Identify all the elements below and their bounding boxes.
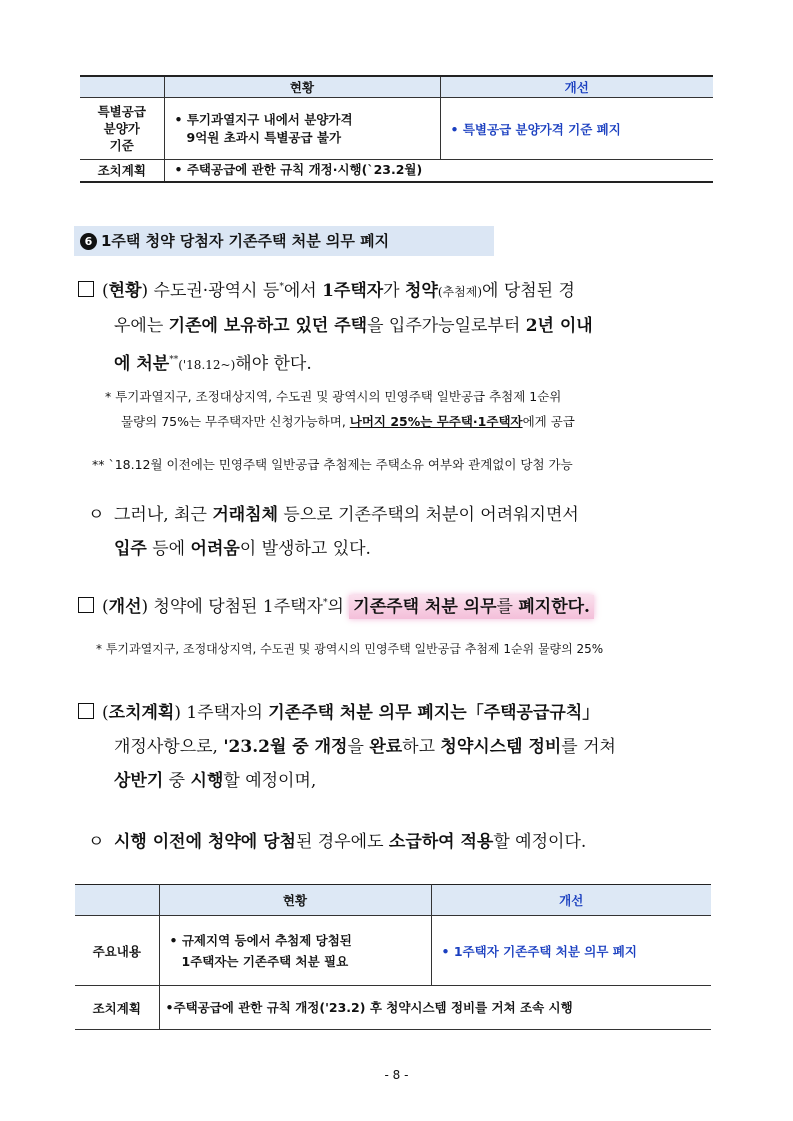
header-current: 현황	[159, 885, 431, 916]
current-cell: • 규제지역 등에서 추첨제 당첨된 1주택자는 기존주택 처분 필요	[159, 916, 431, 986]
plan-cell: • 주택공급에 관한 규칙 개정·시행(`23.2월)	[164, 160, 713, 182]
table-header-row	[75, 885, 711, 916]
checkbox-square-icon	[78, 703, 94, 719]
row-label: 주요내용	[75, 916, 159, 986]
highlighted-text: 기존주택 처분 의무를 폐지한다.	[349, 595, 594, 619]
header-current: 현황	[164, 76, 440, 98]
improvement-paragraph: (개선) 청약에 당첨된 1주택자*의 기존주택 처분 의무를 폐지한다.	[78, 586, 728, 624]
row-label: 조치계획	[80, 160, 164, 182]
retroactive-paragraph: ㅇ 시행 이전에 청약에 당첨된 경우에도 소급하여 적용할 예정이다.	[88, 825, 728, 859]
bullet-circle-icon: ㅇ	[88, 832, 105, 852]
checkbox-square-icon	[78, 281, 94, 297]
table-row	[80, 160, 713, 182]
section-title: 1주택 청약 당첨자 기존주택 처분 의무 폐지	[101, 232, 390, 250]
number-circle-icon: 6	[80, 233, 97, 250]
footnote-1: * 투기과열지구, 조정대상지역, 수도권 및 광역시의 민영주택 일반공급 추첨제 1순위 물량의 75%는 무주택자만 신청가능하며, 나머지 25%는 무주택·1주택자에게 공급	[105, 389, 575, 429]
current-cell: • 투기과열지구 내에서 분양가격 9억원 초과시 특별공급 불가	[164, 98, 440, 160]
footnote-3: * 투기과열지구, 조정대상지역, 수도권 및 광역시의 민영주택 일반공급 추첨제 1순위 물량의 25%	[96, 642, 604, 656]
row-label: 조치계획	[75, 986, 159, 1030]
row-label: 특별공급 분양가 기준	[80, 98, 164, 160]
status-improvement-table-1	[80, 75, 713, 183]
table-row	[75, 916, 711, 986]
table-row	[75, 986, 711, 1030]
header-improve: 개선	[431, 885, 711, 916]
improve-cell: • 1주택자 기존주택 처분 의무 폐지	[431, 916, 711, 986]
plan-cell: •주택공급에 관한 규칙 개정('23.2) 후 청약시스템 정비를 거쳐 조속 시행	[159, 986, 711, 1030]
footnote-2: ** `18.12월 이전에는 민영주택 일반공급 추첨제는 주택소유 여부와 관계없이 당첨 가능	[92, 457, 573, 472]
improve-cell: • 특별공급 분양가격 기준 폐지	[440, 98, 713, 160]
bullet-circle-icon: ㅇ	[88, 505, 105, 525]
page-number: - 8 -	[384, 1068, 409, 1082]
status-improvement-table-2	[75, 884, 711, 1030]
action-plan-paragraph: (조치계획) 1주택자의 기존주택 처분 의무 폐지는「주택공급규칙」 개정사항으로, '23.2월 중 개정을 완료하고 청약시스템 정비를 거쳐 상반기 중 시행할 예정이며,	[78, 696, 728, 798]
status-paragraph: (현황) 수도권·광역시 등*에서 1주택자가 청약(추첨제)에 당첨된 경 우에는 기존에 보유하고 있던 주택을 입주가능일로부터 2년 이내 에 처분**('18.12~)해야 한다.	[78, 270, 728, 382]
circumstance-paragraph: ㅇ 그러나, 최근 거래침체 등으로 기존주택의 처분이 어려워지면서 입주 등에 어려움이 발생하고 있다.	[88, 498, 728, 566]
table-header-row	[80, 76, 713, 98]
table-row	[80, 98, 713, 160]
checkbox-square-icon	[78, 597, 94, 613]
section-heading	[74, 226, 494, 256]
header-improve: 개선	[440, 76, 713, 98]
